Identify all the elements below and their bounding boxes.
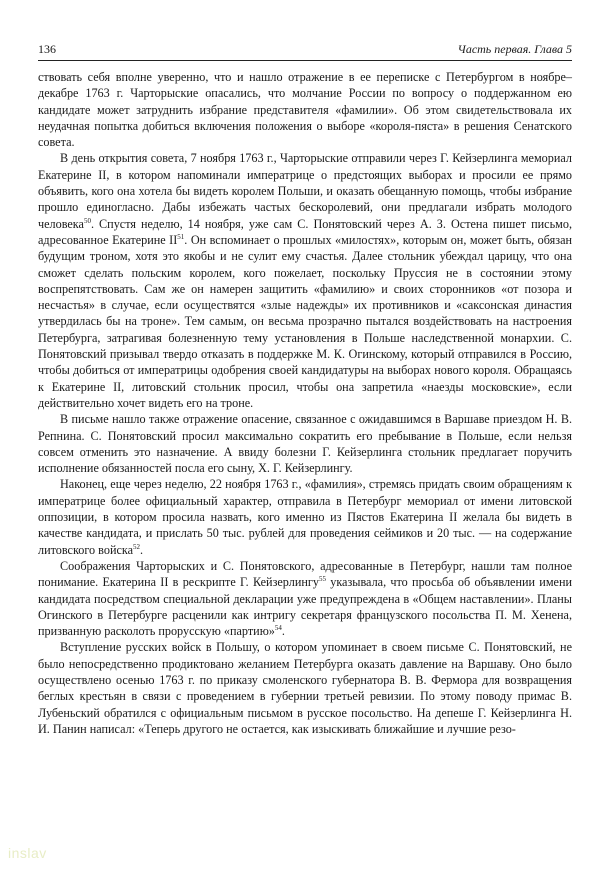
paragraph-text: В письме нашло также отражение опасение, связанное с ожидавшимся в Варшаве приездом Н. В. Репнина. С. Понятовский просил максимально сократить его пребывание в Польше, если нельзя совсем отменить это назначение. А ввиду болезни Г. Кейзерлинга стольник предлагает поручить исполнение обязанностей посла его сыну, Х. Г. Кейзерлингу. [38, 412, 572, 476]
running-title: Часть первая. Глава 5 [457, 42, 572, 56]
paragraph [38, 558, 572, 639]
paragraph-text: . [281, 624, 285, 639]
paragraph [38, 69, 572, 150]
paragraph-text: Соображения Чарторыских и С. Понятовского, адресованные в Петербург, нашли там полное понимание. Екатерина II в рескрипте Г. Кейзерлингу [38, 558, 572, 590]
paragraph-text: Наконец, еще через неделю, 22 ноября 1763 г., «фамилия», стремясь придать своим обращениям к императрице более официальный характер, отправила в Петербург мемориал от имени литовской оппозиции, в котором просила назвать, кого именно из Пястов Екатерина II желала бы видеть в качестве кандидата, и прислать 50 тыс. рублей для проведения сеймиков и 20 тыс. — на содержание литовского войска [38, 477, 572, 557]
watermark: inslav [8, 845, 47, 861]
footnote-ref: 52 [133, 542, 141, 551]
paragraph [38, 411, 572, 476]
paragraph-text: . Он вспоминает о прошлых «милостях», которым он, может быть, обязан будущим троном, хотя это якобы и не сулит ему счастья. Далее стольник убеждал царицу, что она сможет сделать польским королем, кого пожелает, поскольку Пруссия не в состоянии этому воспрепятствовать. Сам же он намерен защитить «фамилию» и своих сторонников «от позора и несчастья» в случае, если осуществятся «злые надежды» их противников и «саксонская династия утвердилась бы на троне». Тем самым, он весьма прозрачно пытался воздействовать на настроения Петербурга, затрагивая болезненную тему установления в Польше наследственной монархии. С. Понятовский призывал твердо отказать в поддержке М. К. Огинскому, который отправился в Россию, чтобы добиться от императрицы одобрения своей кандидатуры на выборах нового короля. Обращаясь к Екатерине II, литовский стольник просил, чтобы она запретила «наезды московские», если действительно хочет видеть его на троне. [38, 232, 572, 410]
footnote-ref: 55 [318, 575, 326, 584]
paragraph-text: ствовать себя вполне уверенно, что и нашло отражение в ее переписке с Петербургом в ноябре–декабре 1763 г. Чарторыские опасались, что молчание России по вопросу о поддержанном ею кандидате может затруднить избрание представителя «фамилии». Об этом свидетельствовала их неудачная попытка добиться включения положения о выборе «короля-пяста» в решения Сенатского совета. [38, 70, 572, 150]
body-text [38, 69, 572, 737]
footnote-ref: 51 [177, 232, 185, 241]
footnote-ref: 50 [83, 216, 91, 225]
paragraph-text: . [140, 542, 144, 557]
page-number: 136 [38, 42, 56, 56]
paragraph [38, 476, 572, 557]
running-header [38, 38, 572, 61]
paragraph-text: указывала, что просьба об объявлении имени кандидата посредством специальной декларации уже предупреждена в «Общем наставлении». Планы Огинского в Петербурге расценили как интригу секретаря французского посольства П. М. Хенена, призванную расколоть прорусскую «партию» [38, 575, 572, 639]
paragraph-text: . Спустя неделю, 14 ноября, уже сам С. Понятовский через А. З. Остена пишет письмо, адресованное Екатерине II [38, 216, 572, 247]
paragraph-text: Вступление русских войск в Польшу, о котором упоминает в своем письме С. Понятовский, не было непосредственно продиктовано желанием Петербурга оказать давление на Варшаву. Оно было осуществлено осенью 1763 г. по приказу смоленского губернатора В. В. Фермора для возвращения беглых крестьян в связи с проведением в губернии третьей ревизии. По этому поводу примас В. Лубеньский обратился с официальным письмом в русское посольство. На депеше Г. Кейзерлинга Н. И. Панин написал: «Теперь другого не остается, как изыскивать ближайшие и лучшие резо- [38, 640, 572, 736]
paragraph [38, 150, 572, 411]
paragraph-text: В день открытия совета, 7 ноября 1763 г., Чарторыские отправили через Г. Кейзерлинга мемориал Екатерине II, в котором напоминали императрице о предстоящих выборах и просили ее прямо объявить, кого она хотела бы видеть королем Польши, и оказать обещанную помощь, чтобы избрание прошло единогласно. Дабы избежать частых бескоролевий, они предлагали избрать молодого человека [38, 151, 572, 231]
footnote-ref: 54 [274, 624, 282, 633]
paragraph [38, 639, 572, 737]
